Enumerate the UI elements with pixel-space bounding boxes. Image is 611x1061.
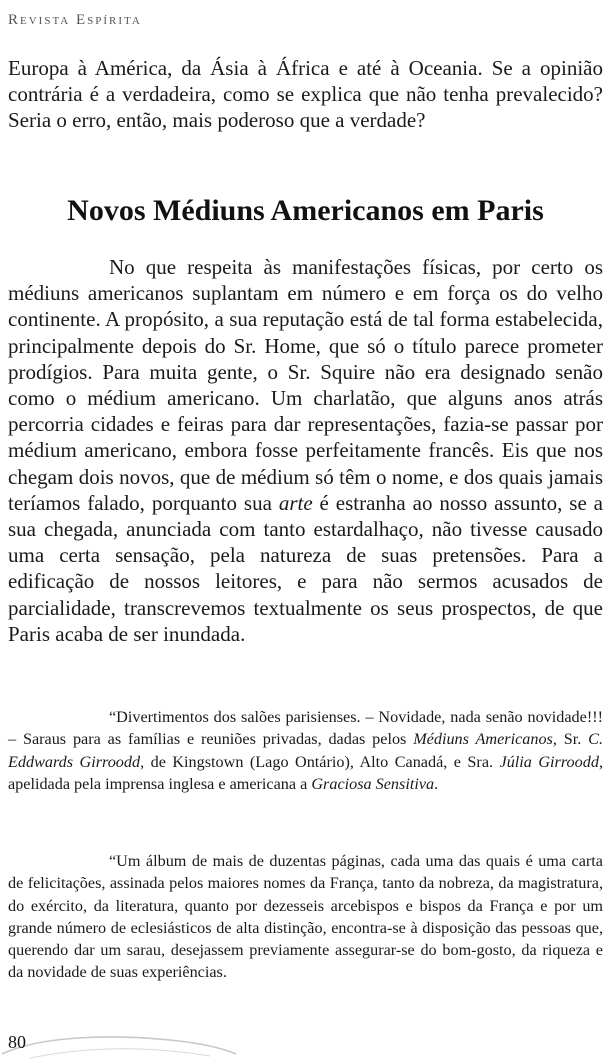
quote1-italic-1: Médiuns Americanos (413, 730, 553, 749)
running-head: Revista Espírita (8, 12, 142, 28)
paragraph-italic-word: arte (278, 490, 313, 515)
quote1-italic-2: C. Eddwards Girroodd (8, 730, 604, 771)
intro-paragraph: Europa à América, da Ásia à África e até à Oceania. Se a opinião contrária é a verdadeira, como se explica que não tenha prevalecido? Seria o erro, então, mais poderoso que a verdade? (8, 56, 603, 133)
quote1-text-2: , Sr. (552, 730, 589, 749)
quote1-text-1: “Divertimentos dos salões parisienses. – Novidade, nada senão novidade!!! – Saraus para as famílias e reuniões privadas, dadas pelos (8, 708, 603, 749)
quote-paragraph-1 (8, 706, 603, 795)
quote1-italic-3: Júlia Girroodd (499, 752, 599, 771)
page-number: 80 (8, 1032, 26, 1052)
article-title: Novos Médiuns Americanos em Paris (67, 194, 544, 227)
quote1-italic-4: Graciosa Sensitiva (311, 774, 435, 793)
quote1-text-4: , apelidada pela imprensa inglesa e americana a (8, 752, 603, 793)
quote1-text-3: , de Kingstown (Lago Ontário), Alto Canadá, e Sra. (140, 752, 500, 771)
quote-paragraph-2: “Um álbum de mais de duzentas páginas, cada uma das quais é uma carta de felicitações, assinada pelos maiores nomes da França, tanto da nobreza, da magistratura, do exército, da literatura, quanto por dezesseis arcebispos e bispos da França e por um grande número de eclesiásticos de alta distinção, encontra-se à disposição das pessoas que, querendo dar um sarau, desejassem previamente assegurar-se do bom-gosto, da riqueza e da novidade de suas experiências. (8, 852, 603, 982)
paragraph-text-end: é estranha ao nosso assunto, se a sua chegada, anunciada com tanto estardalhaço, não tivesse causado uma certa sensação, pela natureza de suas pretensões. Para a edificação de nossos leitores, e para não sermos acusados de parcialidade, transcrevemos textualmente os seus prospectos, de que Paris acaba de ser inundada. (8, 490, 604, 646)
article-paragraph (8, 254, 603, 647)
paragraph-text-start: No que respeita às manifestações físicas, por certo os médiuns americanos suplantam em número e em força os do velho continente. A propósito, a sua reputação está de tal forma estabelecida, principalmente depois do Sr. Home, que só o título parece prometer prodígios. Para muita gente, o Sr. Squire não era designado senão como o médium americano. Um charlatão, que alguns anos atrás percorria cidades e feiras para dar representações, fazia-se passar por médium americano, embora fosse perfeitamente francês. Eis que nos chegam dois novos, que de médium só têm o nome, e dos quais jamais teríamos falado, porquanto sua (8, 255, 603, 515)
quote1-text-5: . (434, 774, 439, 793)
decorative-swash (0, 1030, 240, 1060)
